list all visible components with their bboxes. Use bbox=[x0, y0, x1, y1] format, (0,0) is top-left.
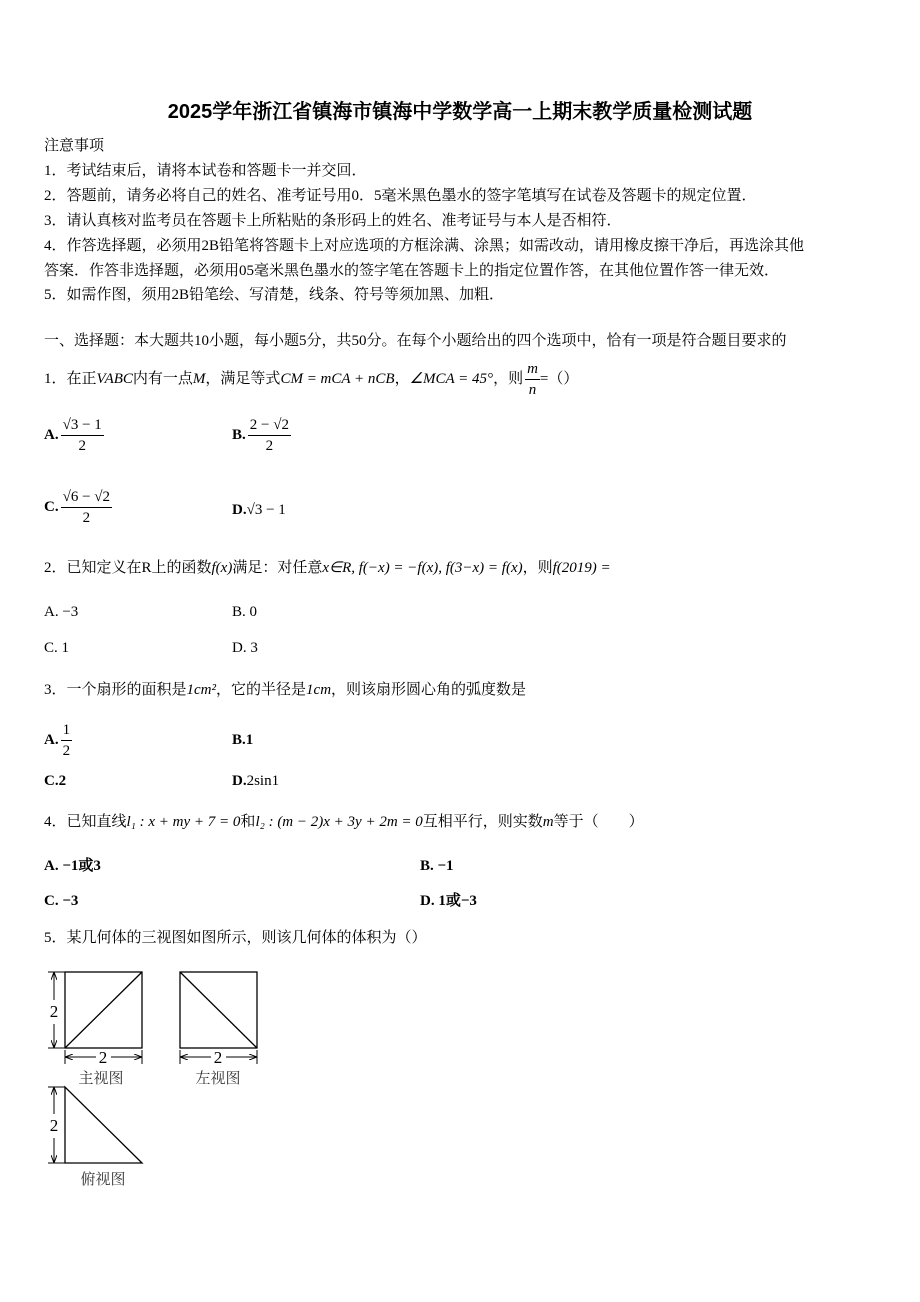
option-a: A. −1或3 bbox=[44, 858, 101, 874]
text: 4．已知直线 bbox=[44, 814, 127, 830]
option-b: B. 0 bbox=[232, 604, 258, 620]
option-label: B. bbox=[232, 426, 246, 443]
top-view bbox=[48, 1087, 142, 1163]
numerator: 1 bbox=[61, 720, 73, 741]
option-text: √3 − 1 bbox=[246, 502, 286, 518]
numerator: √3 − 1 bbox=[61, 415, 104, 436]
option-text: 1 bbox=[245, 732, 254, 748]
option-label: D. bbox=[232, 773, 247, 789]
note-item: 1．考试结束后，请将本试卷和答题卡一并交回． bbox=[44, 163, 367, 179]
angle-equation: ∠MCA = 45° bbox=[409, 371, 494, 387]
denominator: 2 bbox=[62, 743, 71, 759]
vector-equation: CM = mCA + nCB bbox=[280, 371, 395, 387]
option-b: B. −1 bbox=[420, 858, 454, 874]
math: x∈R, f(−x) = −f(x), f(3−x) = f(x) bbox=[322, 560, 523, 576]
text: 和 bbox=[240, 814, 256, 830]
text: ，它的半径是 bbox=[216, 682, 307, 698]
text: 满足：对任意 bbox=[232, 560, 323, 576]
numerator: √6 − √2 bbox=[61, 487, 112, 508]
text: 3．一个扇形的面积是 bbox=[44, 682, 187, 698]
numerator: m bbox=[525, 359, 540, 380]
notes-heading: 注意事项 bbox=[44, 138, 105, 154]
option-d: D. 3 bbox=[232, 640, 258, 656]
side-view-caption: 左视图 bbox=[195, 1071, 241, 1087]
dimension-label: 2 bbox=[213, 1048, 223, 1067]
dimension-label: 2 bbox=[49, 1116, 59, 1135]
note-item: 2．答题前，请务必将自己的姓名、准考证号用0．5毫米黑色墨水的签字笔填写在试卷及答题卡的规定位置． bbox=[44, 188, 757, 204]
option-c: C. −3 bbox=[44, 893, 79, 909]
option-d: D. 1或−3 bbox=[420, 893, 477, 909]
front-view bbox=[48, 972, 142, 1064]
question-5-stem: 5．某几何体的三视图如图所示，则该几何体的体积为（） bbox=[44, 930, 427, 946]
option-c: C. 1 bbox=[44, 640, 70, 656]
option-text: 2sin1 bbox=[246, 773, 280, 789]
top-view-caption: 俯视图 bbox=[80, 1172, 126, 1188]
text: ，则 bbox=[522, 560, 553, 576]
math: m bbox=[542, 814, 554, 830]
math: M bbox=[192, 371, 206, 387]
dimension-label: 2 bbox=[98, 1048, 108, 1067]
text: ，则 bbox=[493, 371, 524, 387]
front-view-caption: 主视图 bbox=[78, 1071, 124, 1087]
math: 1cm bbox=[306, 682, 332, 698]
math: l₁ : x + my + 7 = 0 bbox=[126, 814, 241, 830]
text: ，满足等式 bbox=[205, 371, 281, 387]
denominator: 2 bbox=[265, 438, 274, 454]
page-title: 2025学年浙江省镇海市镇海中学数学高一上期末教学质量检测试题 bbox=[167, 101, 753, 123]
note-item: 4．作答选择题，必须用2B铅笔将答题卡上对应选项的方框涂满、涂黑；如需改动，请用橡皮擦干净后，再选涂其他 bbox=[44, 238, 805, 254]
section-heading: 一、选择题：本大题共10小题，每小题5分，共50分。在每个小题给出的四个选项中，恰有一项是符合题目要求的 bbox=[44, 333, 787, 349]
text: 内有一点 bbox=[132, 371, 193, 387]
math: 1cm² bbox=[186, 682, 217, 698]
math: VABC bbox=[96, 371, 133, 387]
text: 1．在正 bbox=[44, 371, 97, 387]
note-item: 答案．作答非选择题，必须用05毫米黑色墨水的签字笔在答题卡上的指定位置作答，在其他位置作答一律无效． bbox=[44, 263, 780, 279]
text: 互相平行，则实数 bbox=[422, 814, 543, 830]
text: ， bbox=[394, 371, 410, 387]
math: l₂ : (m − 2)x + 3y + 2m = 0 bbox=[255, 814, 423, 830]
text: 等于（ ） bbox=[553, 814, 644, 830]
option-a: A. −3 bbox=[44, 604, 79, 620]
option-label: B. bbox=[232, 732, 246, 748]
option-label: A. bbox=[44, 426, 59, 443]
math: f(x) bbox=[211, 560, 233, 576]
text: =（） bbox=[539, 371, 579, 387]
text: ，则该扇形圆心角的弧度数是 bbox=[331, 682, 527, 698]
math: f(2019) = bbox=[552, 560, 611, 576]
option-text: 2 bbox=[58, 773, 67, 789]
note-item: 3．请认真核对监考员在答题卡上所粘贴的条形码上的姓名、准考证号与本人是否相符． bbox=[44, 213, 622, 229]
option-label: C. bbox=[44, 498, 59, 515]
option-label: C. bbox=[44, 773, 59, 789]
denominator: 2 bbox=[82, 510, 91, 526]
numerator: 2 − √2 bbox=[248, 415, 291, 436]
text: 2．已知定义在R上的函数 bbox=[44, 560, 212, 576]
note-item: 5．如需作图，须用2B铅笔绘、写清楚，线条、符号等须加黑、加粗． bbox=[44, 287, 505, 303]
denominator: 2 bbox=[78, 438, 86, 454]
dimension-label: 2 bbox=[49, 1002, 59, 1021]
option-label: A. bbox=[44, 731, 59, 748]
denominator: n bbox=[528, 382, 537, 399]
option-label: D. bbox=[232, 502, 247, 518]
